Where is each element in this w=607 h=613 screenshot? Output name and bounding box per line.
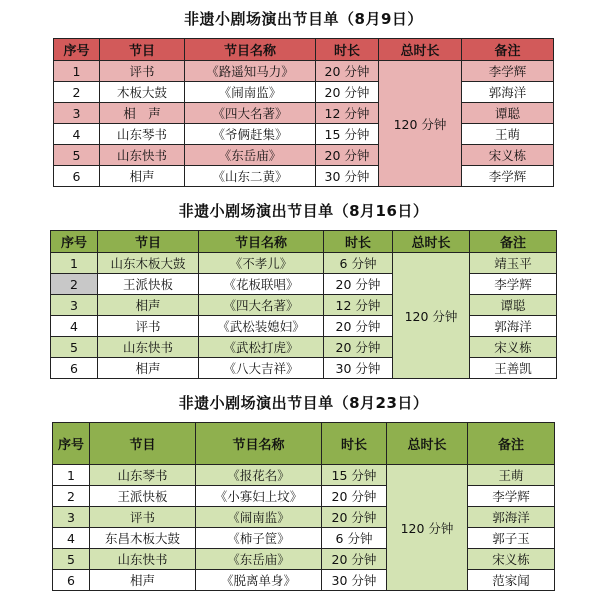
header-program: 节目 xyxy=(90,423,196,465)
table-row xyxy=(54,124,554,145)
cell-program-name: 《八大吉祥》 xyxy=(199,358,324,379)
cell-program: 山东快书 xyxy=(100,145,185,166)
cell-remarks: 郭子玉 xyxy=(468,528,555,549)
cell-program: 山东快书 xyxy=(98,337,199,358)
cell-program: 山东木板大鼓 xyxy=(98,253,199,274)
header-index: 序号 xyxy=(53,423,90,465)
cell-remarks: 郭海洋 xyxy=(470,316,557,337)
table-row xyxy=(51,274,557,295)
header-remarks: 备注 xyxy=(462,39,554,61)
cell-remarks: 郭海洋 xyxy=(468,507,555,528)
schedule-title-aug9: 非遗小剧场演出节目单（8月9日） xyxy=(184,10,423,28)
cell-total-duration: 120 分钟 xyxy=(393,253,470,379)
cell-remarks: 李学辉 xyxy=(462,166,554,187)
header-total-duration: 总时长 xyxy=(393,231,470,253)
header-program: 节目 xyxy=(98,231,199,253)
cell-program-name: 《小寡妇上坟》 xyxy=(196,486,322,507)
cell-program-name: 《柿子筐》 xyxy=(196,528,322,549)
cell-index: 6 xyxy=(53,570,90,591)
cell-index: 3 xyxy=(51,295,98,316)
cell-duration: 20 分钟 xyxy=(322,507,387,528)
cell-program-name: 《花板联唱》 xyxy=(199,274,324,295)
cell-program: 相声 xyxy=(98,295,199,316)
cell-duration: 20 分钟 xyxy=(324,274,393,295)
cell-index: 5 xyxy=(53,549,90,570)
cell-duration: 12 分钟 xyxy=(324,295,393,316)
cell-duration: 20 分钟 xyxy=(316,82,379,103)
cell-remarks: 谭聪 xyxy=(462,103,554,124)
table-row xyxy=(51,358,557,379)
header-program-name: 节目名称 xyxy=(185,39,316,61)
cell-remarks: 王善凯 xyxy=(470,358,557,379)
cell-index: 5 xyxy=(54,145,100,166)
cell-duration: 30 分钟 xyxy=(316,166,379,187)
table-row xyxy=(53,486,555,507)
cell-program: 山东琴书 xyxy=(90,465,196,486)
table-row xyxy=(51,295,557,316)
cell-duration: 20 分钟 xyxy=(316,145,379,166)
cell-program: 山东琴书 xyxy=(100,124,185,145)
cell-program-name: 《脱离单身》 xyxy=(196,570,322,591)
cell-index: 1 xyxy=(51,253,98,274)
cell-index: 4 xyxy=(54,124,100,145)
table-row xyxy=(53,465,555,486)
cell-program: 评书 xyxy=(90,507,196,528)
cell-program-name: 《武松装媳妇》 xyxy=(199,316,324,337)
cell-duration: 30 分钟 xyxy=(324,358,393,379)
cell-program: 王派快板 xyxy=(90,486,196,507)
cell-program-name: 《爷俩赶集》 xyxy=(185,124,316,145)
cell-program: 相 声 xyxy=(100,103,185,124)
cell-index: 5 xyxy=(51,337,98,358)
header-index: 序号 xyxy=(54,39,100,61)
header-program-name: 节目名称 xyxy=(196,423,322,465)
cell-total-duration: 120 分钟 xyxy=(387,465,468,591)
cell-program-name: 《路遥知马力》 xyxy=(185,61,316,82)
cell-program-name: 《四大名著》 xyxy=(199,295,324,316)
table-row xyxy=(54,82,554,103)
cell-program: 评书 xyxy=(100,61,185,82)
cell-total-duration: 120 分钟 xyxy=(379,61,462,187)
schedule-table-aug16 xyxy=(50,230,557,379)
cell-remarks: 靖玉平 xyxy=(470,253,557,274)
cell-program-name: 《闹南监》 xyxy=(196,507,322,528)
cell-remarks: 宋义栋 xyxy=(462,145,554,166)
cell-duration: 20 分钟 xyxy=(322,549,387,570)
schedule-table-aug23 xyxy=(52,422,555,591)
cell-index: 4 xyxy=(53,528,90,549)
header-index: 序号 xyxy=(51,231,98,253)
cell-program-name: 《东岳庙》 xyxy=(196,549,322,570)
cell-remarks: 宋义栋 xyxy=(470,337,557,358)
table-row xyxy=(53,528,555,549)
cell-index: 2 xyxy=(54,82,100,103)
header-remarks: 备注 xyxy=(470,231,557,253)
table-row xyxy=(54,145,554,166)
cell-index: 3 xyxy=(53,507,90,528)
cell-index: 4 xyxy=(51,316,98,337)
cell-duration: 12 分钟 xyxy=(316,103,379,124)
cell-program-name: 《四大名著》 xyxy=(185,103,316,124)
table-row xyxy=(54,166,554,187)
cell-remarks: 李学辉 xyxy=(470,274,557,295)
header-program: 节目 xyxy=(100,39,185,61)
cell-program-name: 《山东二黄》 xyxy=(185,166,316,187)
header-remarks: 备注 xyxy=(468,423,555,465)
cell-index: 6 xyxy=(51,358,98,379)
cell-duration: 20 分钟 xyxy=(316,61,379,82)
cell-program: 相声 xyxy=(90,570,196,591)
cell-program: 相声 xyxy=(98,358,199,379)
cell-duration: 6 分钟 xyxy=(324,253,393,274)
table-row xyxy=(54,103,554,124)
cell-index: 3 xyxy=(54,103,100,124)
cell-index: 2 xyxy=(51,274,98,295)
cell-duration: 20 分钟 xyxy=(324,337,393,358)
cell-program-name: 《武松打虎》 xyxy=(199,337,324,358)
cell-duration: 15 分钟 xyxy=(316,124,379,145)
cell-index: 1 xyxy=(54,61,100,82)
header-total-duration: 总时长 xyxy=(387,423,468,465)
header-program-name: 节目名称 xyxy=(199,231,324,253)
cell-program: 王派快板 xyxy=(98,274,199,295)
cell-remarks: 李学辉 xyxy=(468,486,555,507)
cell-program: 山东快书 xyxy=(90,549,196,570)
table-row xyxy=(51,337,557,358)
table-row xyxy=(51,253,557,274)
table-row xyxy=(53,570,555,591)
cell-duration: 6 分钟 xyxy=(322,528,387,549)
header-total-duration: 总时长 xyxy=(379,39,462,61)
cell-index: 2 xyxy=(53,486,90,507)
cell-remarks: 王萌 xyxy=(462,124,554,145)
cell-duration: 20 分钟 xyxy=(322,486,387,507)
table-row xyxy=(54,61,554,82)
cell-remarks: 李学辉 xyxy=(462,61,554,82)
header-duration: 时长 xyxy=(324,231,393,253)
cell-program-name: 《不孝儿》 xyxy=(199,253,324,274)
cell-program: 东昌木板大鼓 xyxy=(90,528,196,549)
header-duration: 时长 xyxy=(316,39,379,61)
cell-duration: 20 分钟 xyxy=(324,316,393,337)
header-duration: 时长 xyxy=(322,423,387,465)
table-row xyxy=(51,316,557,337)
cell-remarks: 王萌 xyxy=(468,465,555,486)
cell-remarks: 郭海洋 xyxy=(462,82,554,103)
cell-duration: 15 分钟 xyxy=(322,465,387,486)
cell-duration: 30 分钟 xyxy=(322,570,387,591)
cell-program-name: 《东岳庙》 xyxy=(185,145,316,166)
cell-program: 评书 xyxy=(98,316,199,337)
cell-program: 相声 xyxy=(100,166,185,187)
table-row xyxy=(53,507,555,528)
cell-remarks: 宋义栋 xyxy=(468,549,555,570)
table-row xyxy=(53,549,555,570)
schedule-title-aug23: 非遗小剧场演出节目单（8月23日） xyxy=(178,394,429,412)
cell-program-name: 《报花名》 xyxy=(196,465,322,486)
cell-program-name: 《闹南监》 xyxy=(185,82,316,103)
cell-remarks: 范家闻 xyxy=(468,570,555,591)
cell-index: 1 xyxy=(53,465,90,486)
schedule-table-aug9 xyxy=(53,38,554,187)
cell-program: 木板大鼓 xyxy=(100,82,185,103)
schedule-title-aug16: 非遗小剧场演出节目单（8月16日） xyxy=(178,202,429,220)
cell-remarks: 谭聪 xyxy=(470,295,557,316)
cell-index: 6 xyxy=(54,166,100,187)
